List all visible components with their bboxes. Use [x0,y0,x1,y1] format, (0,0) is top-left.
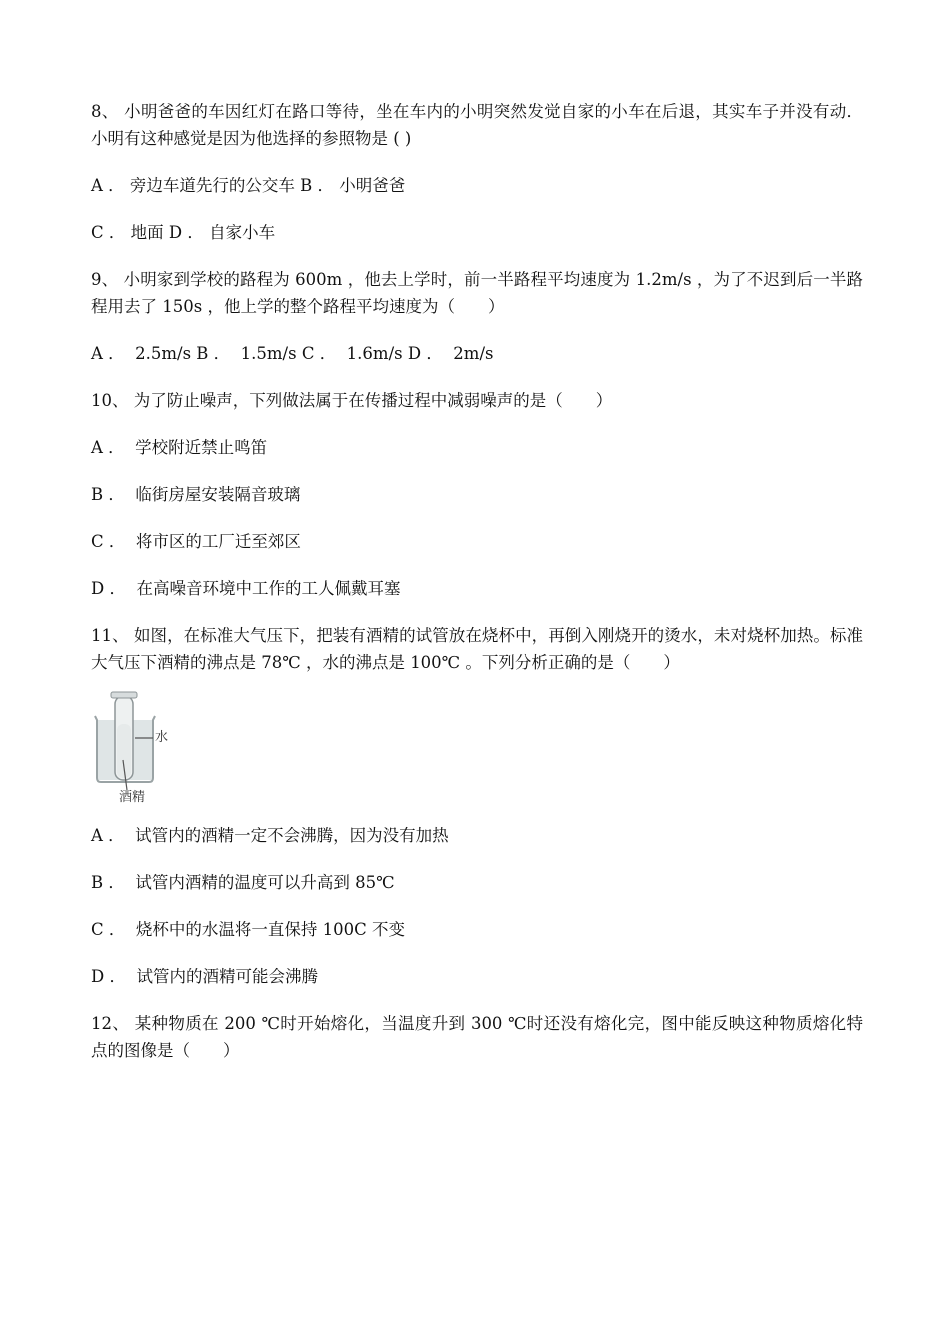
question-11-stem: 11、 如图，在标准大气压下，把装有酒精的试管放在烧杯中，再倒入刚烧开的烫水，未对烧杯加热。标准大气压下酒精的沸点是 78℃ ，水的沸点是 100℃ 。下列分析正确的是（ ） [91,626,863,672]
test-tube-rim [111,692,137,698]
alcohol-label: 酒精 [119,790,146,805]
water-label: 水 [155,730,169,745]
question-9-stem: 9、 小明家到学校的路程为 600m ，他去上学时，前一半路程平均速度为 1.2m/s ，为了不迟到后一半路程用去了 150s ，他上学的整个路程平均速度为（ ） [91,270,863,316]
document-page [91,98,863,1064]
question-10-option-c: C ． 将市区的工厂迁至郊区 [91,532,301,551]
question-11-option-d: D ． 试管内的酒精可能会沸腾 [91,967,318,986]
question-10-option-d: D ． 在高噪音环境中工作的工人佩戴耳塞 [91,579,401,598]
beaker-illustration [91,690,211,810]
question-10-option-b: B ． 临街房屋安装隔音玻璃 [91,485,301,504]
beaker-test-tube-figure [91,690,211,810]
question-8-options-line-1: A ． 旁边车道先行的公交车 B ． 小明爸爸 [91,176,406,195]
question-8-stem: 8、 小明爸爸的车因红灯在路口等待，坐在车内的小明突然发觉自家的小车在后退，其实车子并没有动．小明有这种感觉是因为他选择的参照物是 ( ) [91,102,863,148]
question-11-option-c: C ． 烧杯中的水温将一直保持 100C 不变 [91,920,405,939]
question-10-stem: 10、 为了防止噪声，下列做法属于在传播过程中减弱噪声的是（ ） [91,391,613,410]
question-8-options-line-2: C ． 地面 D ． 自家小车 [91,223,276,242]
question-10-option-a: A ． 学校附近禁止鸣笛 [91,438,268,457]
question-11-option-b: B ． 试管内酒精的温度可以升高到 85℃ [91,873,395,892]
question-12-stem: 12、 某种物质在 200 ℃时开始熔化，当温度升到 300 ℃时还没有熔化完，图中能反映这种物质熔化特点的图像是（ ） [91,1014,863,1060]
question-9-options-line: A ． 2.5m/s B ． 1.5m/s C ． 1.6m/s D ． 2m/s [91,344,494,363]
question-11-option-a: A ． 试管内的酒精一定不会沸腾，因为没有加热 [91,826,449,845]
